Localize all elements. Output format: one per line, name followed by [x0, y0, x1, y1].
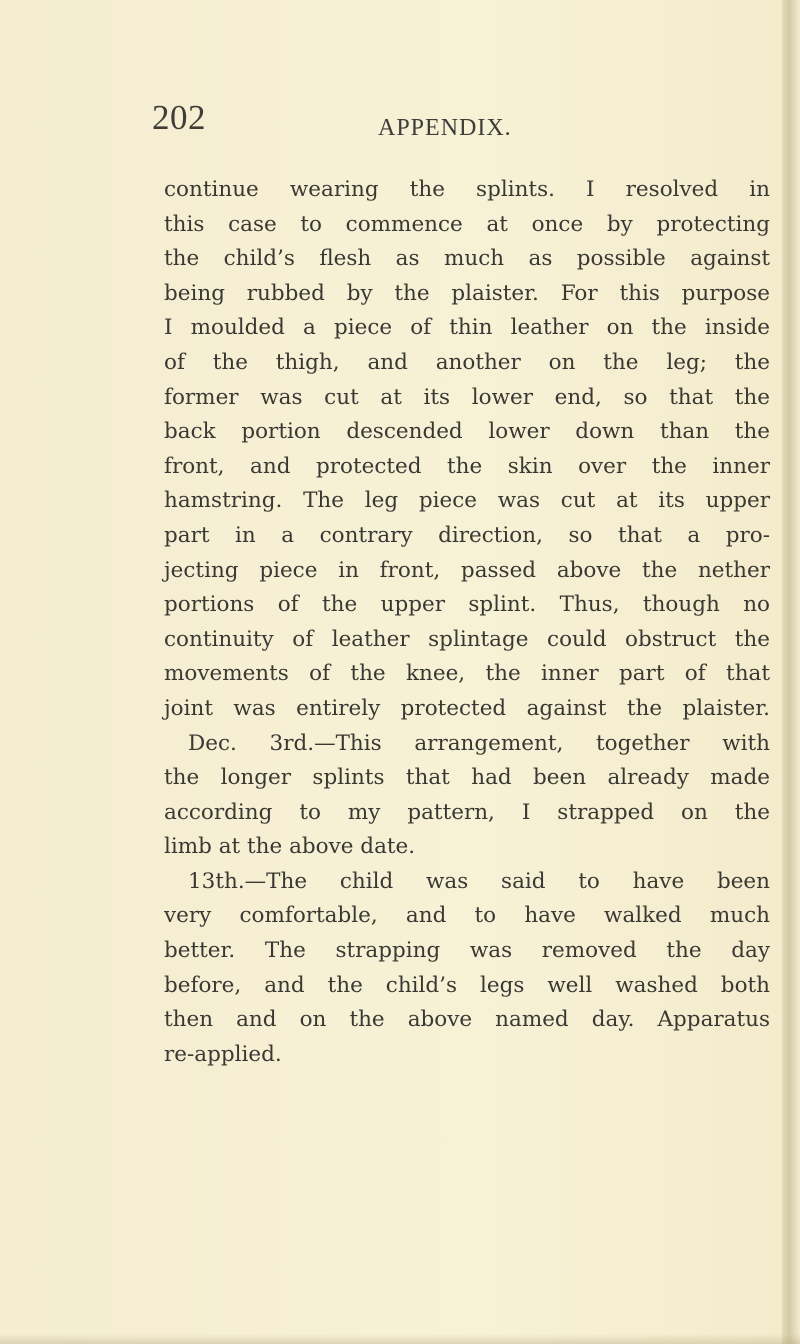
text-line: portions of the upper splint. Thus, though no [164, 592, 770, 618]
text-line: movements of the knee, the inner part of that [164, 661, 770, 687]
text-line: I moulded a piece of thin leather on the inside [164, 315, 770, 341]
page-number: 202 [152, 98, 206, 137]
text-line: very comfortable, and to have walked much [164, 903, 770, 929]
text-line: better. The strapping was removed the day [164, 938, 770, 964]
text-line: part in a contrary direction, so that a pro- [164, 522, 770, 548]
text-line: this case to commence at once by protecting [164, 211, 770, 237]
page-bottom-shadow [0, 1334, 800, 1344]
text-line: then and on the above named day. Apparatus [164, 1007, 770, 1033]
body-text [164, 173, 770, 1072]
text-line: according to my pattern, I strapped on the [164, 799, 770, 825]
running-head: APPENDIX. [378, 115, 512, 141]
text-line: re-applied. [164, 1041, 282, 1067]
page-edge-shadow [782, 0, 800, 1344]
text-line: front, and protected the skin over the inner [164, 453, 770, 479]
text-line: continue wearing the splints. I resolved in [164, 177, 770, 202]
text-line: 13th.—The child was said to have been [188, 868, 770, 894]
text-line: limb at the above date. [164, 834, 416, 860]
text-line: continuity of leather splintage could obstruct the [164, 626, 770, 652]
text-line: back portion descended lower down than the [164, 419, 770, 445]
text-line: Dec. 3rd.—This arrangement, together with [188, 730, 770, 756]
text-line: former was cut at its lower end, so that the [164, 384, 770, 410]
text-line: being rubbed by the plaister. For this purpose [164, 280, 770, 306]
text-line: hamstring. The leg piece was cut at its upper [164, 488, 770, 514]
text-line: the child’s flesh as much as possible against [164, 246, 770, 272]
text-line: the longer splints that had been already made [164, 765, 770, 791]
text-line: of the thigh, and another on the leg; the [164, 349, 770, 375]
text-line: joint was entirely protected against the plaister. [164, 695, 770, 721]
text-line: before, and the child’s legs well washed both [164, 972, 770, 998]
text-line: jecting piece in front, passed above the nether [164, 557, 770, 583]
